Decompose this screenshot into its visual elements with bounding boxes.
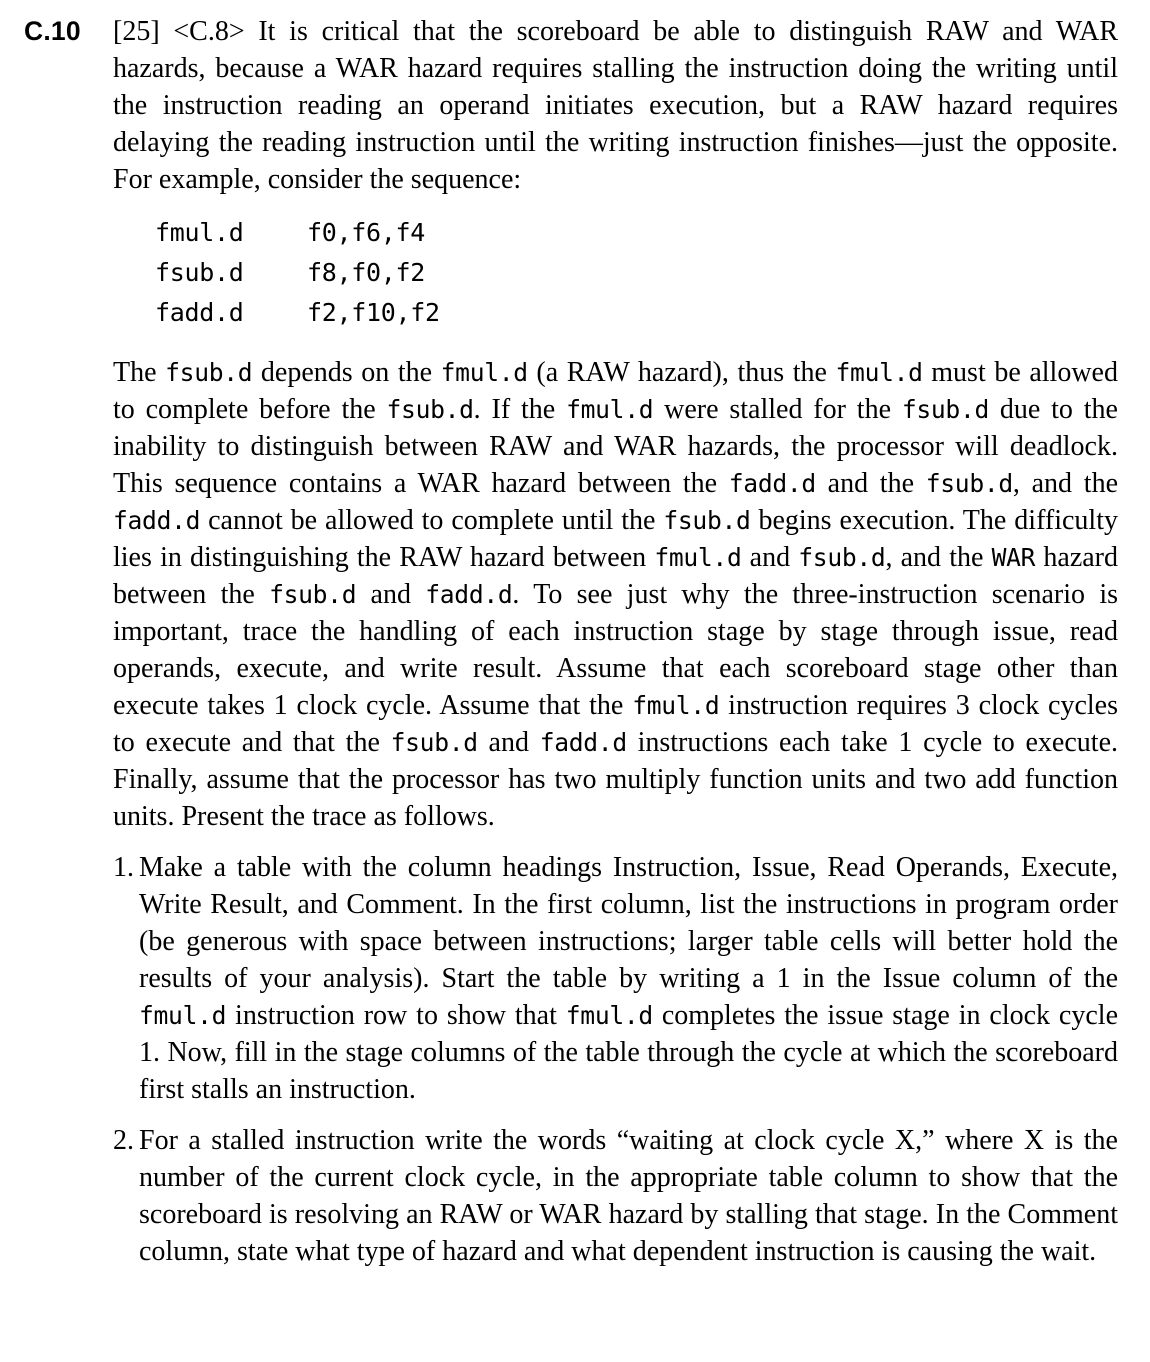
inline-code: fsub.d	[165, 358, 253, 387]
step-text	[139, 849, 1118, 1108]
text-run: and	[356, 579, 426, 610]
text-run: . To see just why the three-instruction scenario is important, trace the handling of each instruction stage by stage through issue, read operands, execute, and write result. Assume that each scoreboard stage other than execute takes 1 clock cycle. Assume that the	[113, 579, 1118, 721]
text-run: cannot be allowed to complete until the	[200, 505, 664, 536]
code-line	[155, 253, 1118, 293]
text-run: . If the	[473, 394, 567, 425]
inline-code: fsub.d	[386, 395, 474, 424]
inline-code: fmul.d	[654, 543, 742, 572]
code-line	[155, 293, 1118, 333]
text-run: Make a table with the column headings Instruction, Issue, Read Operands, Execute, Write Result, and Comment. In the first column, list the instructions in program order (be generous with space between instructions; larger table cells will better hold the results of your analysis). Start the table by writing a 1 in the Issue column of the	[139, 852, 1118, 994]
inline-code: WAR	[991, 543, 1036, 572]
text-run: and	[477, 727, 540, 758]
inline-code: fadd.d	[539, 728, 627, 757]
step-item-1	[113, 849, 1118, 1108]
inline-code: fsub.d	[390, 728, 478, 757]
text-run: [25] <C.8> It is critical that the scoreboard be able to distinguish RAW and WAR hazards, because a WAR hazard requires stalling the instruction doing the writing until the instruction reading an operand initiates execution, but a RAW hazard requires delaying the reading instruction until the writing instruction finishes—just the opposite. For example, consider the sequence:	[113, 16, 1118, 195]
text-run: were stalled for the	[653, 394, 902, 425]
code-operands: f2,f10,f2	[307, 298, 440, 327]
inline-code: fmul.d	[632, 691, 720, 720]
text-run: instruction row to show that	[226, 1000, 566, 1031]
code-opcode: fadd.d	[155, 298, 244, 327]
text-run: and	[741, 542, 799, 573]
code-opcode: fmul.d	[155, 218, 244, 247]
text-run: For a stalled instruction write the words “waiting at clock cycle X,” where X is the number of the current clock cycle, in the appropriate table column to show that the scoreboard is resolving an RAW or WAR hazard by stalling that stage. In the Comment column, state what type of hazard and what dependent instruction is causing the wait.	[139, 1125, 1118, 1267]
code-opcode: fsub.d	[155, 258, 244, 287]
code-operands: f8,f0,f2	[307, 258, 426, 287]
code-listing	[155, 213, 1118, 333]
text-run: begins execution. The difficulty lies in distinguishing the RAW hazard between	[113, 505, 1118, 573]
inline-code: fsub.d	[663, 506, 751, 535]
inline-code: fsub.d	[798, 543, 886, 572]
text-run: , and the	[1012, 468, 1118, 499]
text-run: , and the	[885, 542, 992, 573]
inline-code: fsub.d	[269, 580, 357, 609]
text-run: depends on the	[252, 357, 441, 388]
step-item-2	[113, 1122, 1118, 1270]
inline-code: fsub.d	[925, 469, 1013, 498]
text-run: instructions each take 1 cycle to execute. Finally, assume that the processor has two multiply function units and two add function units. Present the trace as follows.	[113, 727, 1118, 832]
discussion-paragraph	[113, 354, 1118, 835]
text-run: The	[113, 357, 166, 388]
text-run: due to the inability to distinguish between RAW and WAR hazards, the processor will deadlock. This sequence contains a WAR hazard between the	[113, 394, 1118, 499]
code-operands: f0,f6,f4	[307, 218, 426, 247]
step-number: 2.	[113, 1125, 134, 1156]
text-run: (a RAW hazard), thus the	[527, 357, 836, 388]
text-run: must be allowed to complete before the	[113, 357, 1118, 425]
inline-code: fmul.d	[835, 358, 923, 387]
code-line	[155, 213, 1118, 253]
text-run: and the	[815, 468, 926, 499]
inline-code: fadd.d	[425, 580, 513, 609]
inline-code: fmul.d	[440, 358, 528, 387]
step-text	[139, 1122, 1118, 1270]
text-run: completes the issue stage in clock cycle 1. Now, fill in the stage columns of the table through the cycle at which the scoreboard first stalls an instruction.	[139, 1000, 1118, 1105]
exercise-body	[113, 13, 1118, 1270]
inline-code: fadd.d	[728, 469, 816, 498]
step-number: 1.	[113, 852, 134, 883]
inline-code: fadd.d	[113, 506, 201, 535]
text-run: instruction requires 3 clock cycles to execute and that the	[113, 690, 1118, 758]
instruction-steps	[113, 849, 1118, 1270]
inline-code: fmul.d	[139, 1001, 227, 1030]
inline-code: fmul.d	[566, 395, 654, 424]
exercise-number: C.10	[24, 16, 81, 46]
text-run: hazard between the	[113, 542, 1118, 610]
inline-code: fsub.d	[901, 395, 990, 424]
inline-code: fmul.d	[565, 1001, 653, 1030]
intro-paragraph	[113, 13, 1118, 198]
